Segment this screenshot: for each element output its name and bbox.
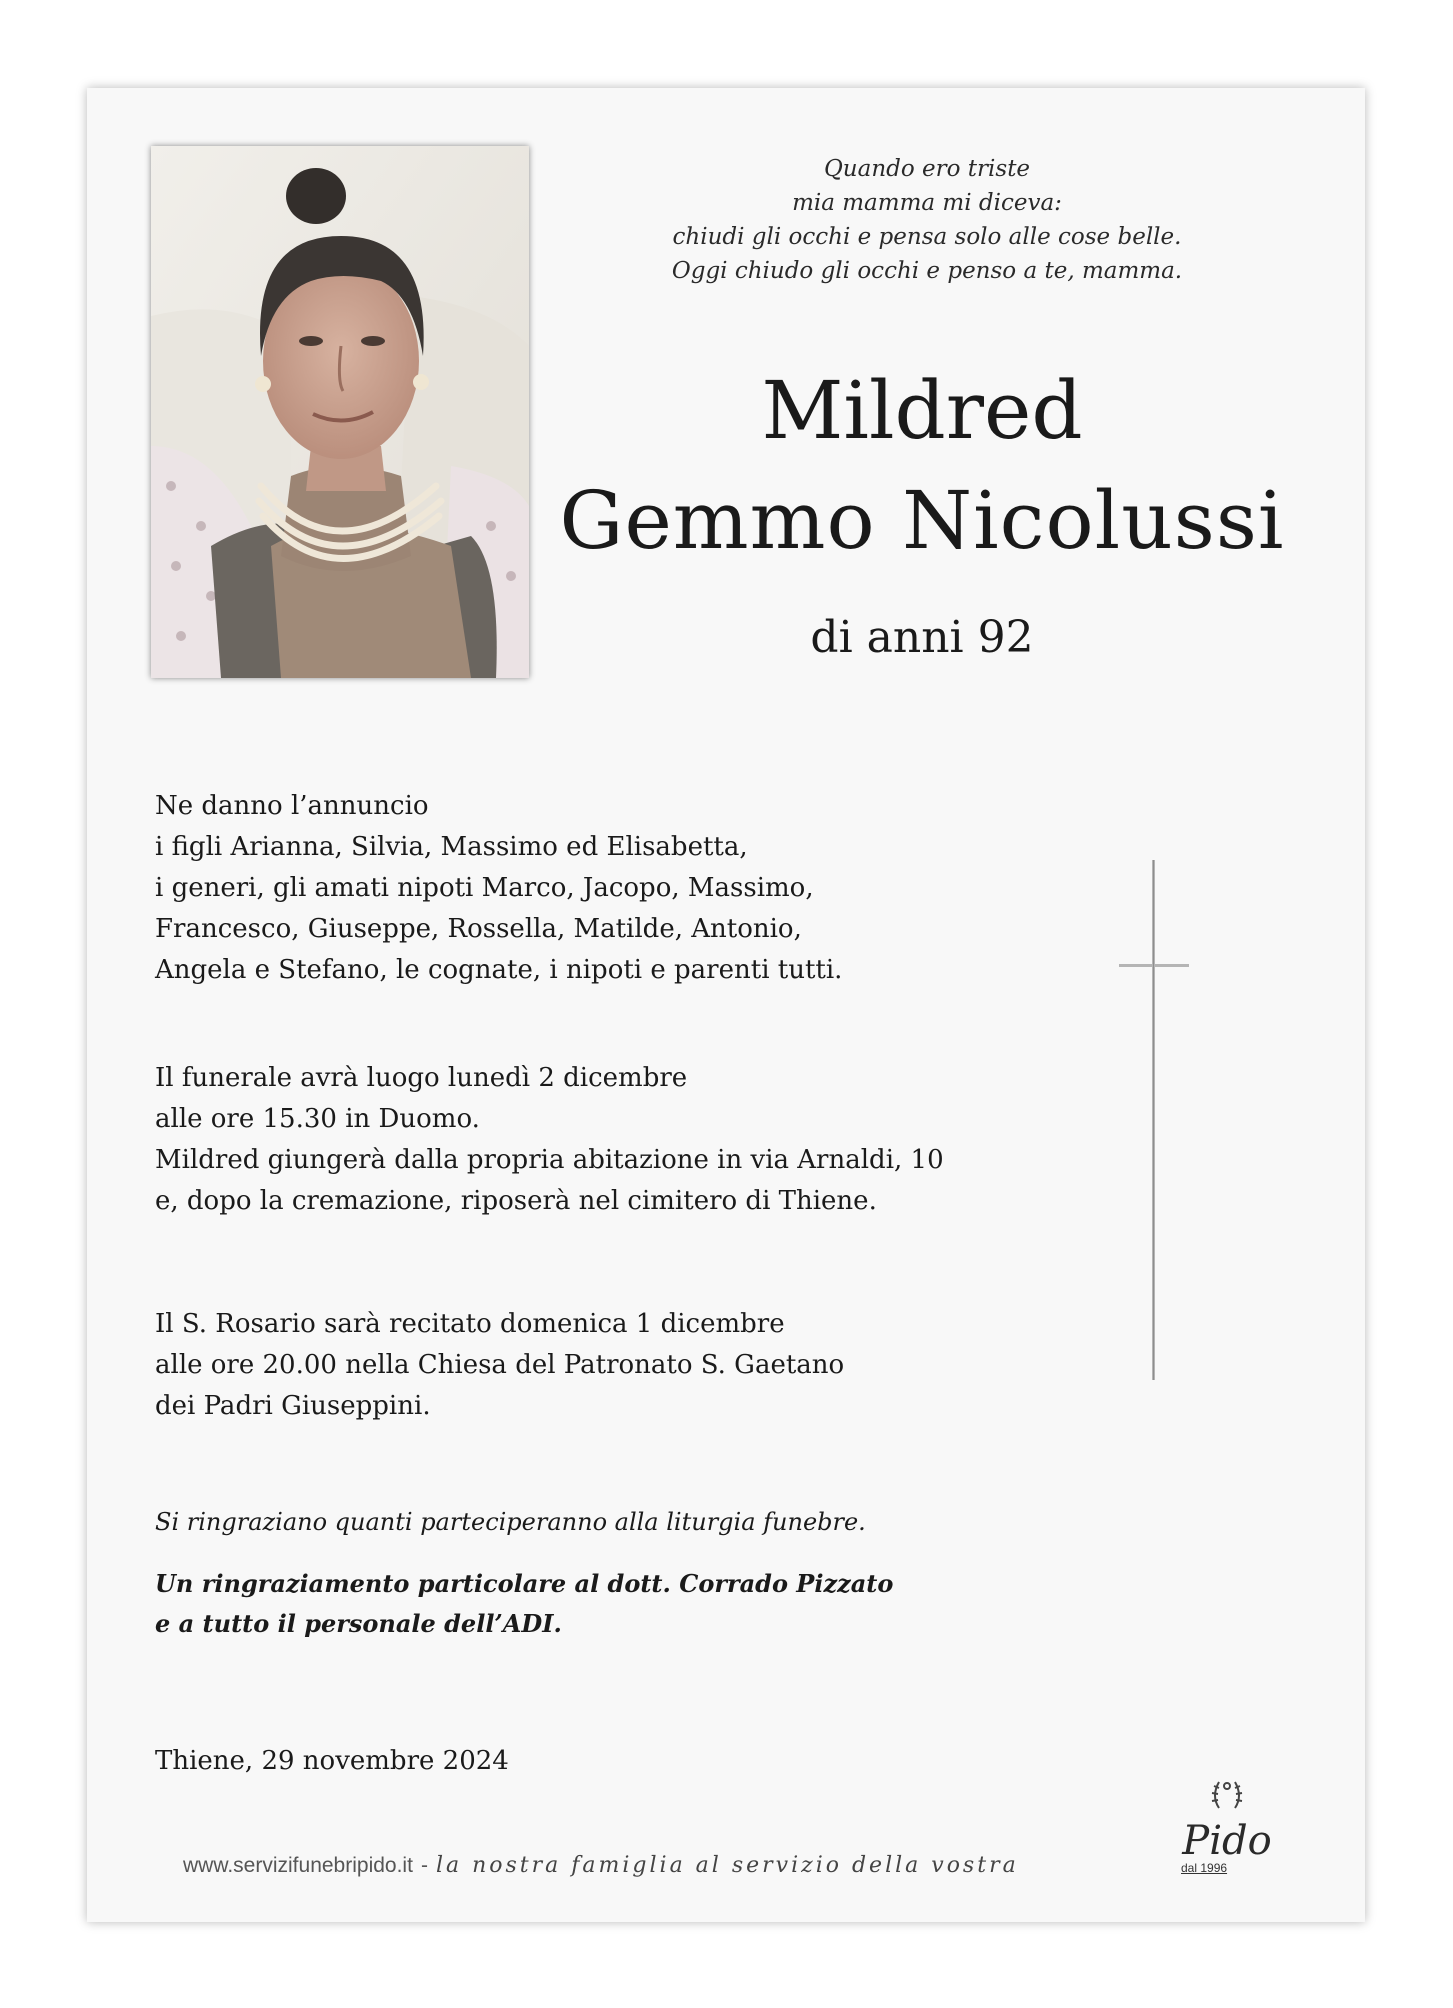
pido-logo [1177,1778,1277,1888]
footer [183,1853,1019,1878]
first-name: Mildred [761,364,1083,457]
poem-line: chiudi gli occhi e pensa solo alle cose belle. [672,224,1182,250]
logo-name: Pido [1182,1818,1272,1864]
last-name: Gemmo Nicolussi [559,474,1285,567]
rosary-line: Il S. Rosario sarà recitato domenica 1 dicembre [155,1309,785,1339]
funeral-line: Mildred giungerà dalla propria abitazione in via Arnaldi, 10 [155,1145,944,1175]
deceased-name [557,356,1287,576]
funeral-line: alle ore 15.30 in Duomo. [155,1104,480,1134]
poem-line: mia mamma mi diceva: [792,190,1062,216]
funeral-line: e, dopo la cremazione, riposerà nel cimitero di Thiene. [155,1186,877,1216]
special-thanks-line: e a tutto il personale dell’ADI. [155,1609,562,1638]
general-thanks: Si ringraziano quanti parteciperanno alla liturgia funebre. [155,1508,866,1536]
announcement-line: Ne danno l’annuncio [155,791,429,821]
announcement-line: Angela e Stefano, le cognate, i nipoti e parenti tutti. [155,955,843,985]
special-thanks [155,1564,893,1644]
announcement-line: i generi, gli amati nipoti Marco, Jacopo, Massimo, [155,873,814,903]
cross-icon [1119,860,1189,1380]
obituary-sheet [87,88,1365,1922]
funeral-line: Il funerale avrà luogo lunedì 2 dicembre [155,1063,688,1093]
poem-line: Oggi chiudo gli occhi e penso a te, mamma. [671,258,1183,284]
logo-since: dal 1996 [1181,1861,1228,1875]
footer-slogan: la nostra famiglia al servizio della vostra [435,1853,1019,1878]
footer-separator: - [420,1854,428,1877]
website-link[interactable]: www.servizifunebripido.it [183,1854,413,1877]
announcement-paragraph [155,786,842,991]
rosary-line: dei Padri Giuseppini. [155,1391,431,1421]
wreath-icon [1207,1778,1247,1812]
age-line: di anni 92 [810,612,1034,663]
portrait-image [151,146,529,678]
rosary-paragraph [155,1304,844,1427]
place-date: Thiene, 29 novembre 2024 [155,1746,509,1776]
poem-line: Quando ero triste [823,156,1031,182]
special-thanks-line: Un ringraziamento particolare al dott. Corrado Pizzato [155,1569,894,1598]
memorial-poem [607,152,1247,288]
announcement-line: Francesco, Giuseppe, Rossella, Matilde, Antonio, [155,914,802,944]
portrait-photo [151,146,529,678]
announcement-line: i figli Arianna, Silvia, Massimo ed Elisabetta, [155,832,748,862]
funeral-paragraph [155,1058,944,1222]
rosary-line: alle ore 20.00 nella Chiesa del Patronato S. Gaetano [155,1350,845,1380]
